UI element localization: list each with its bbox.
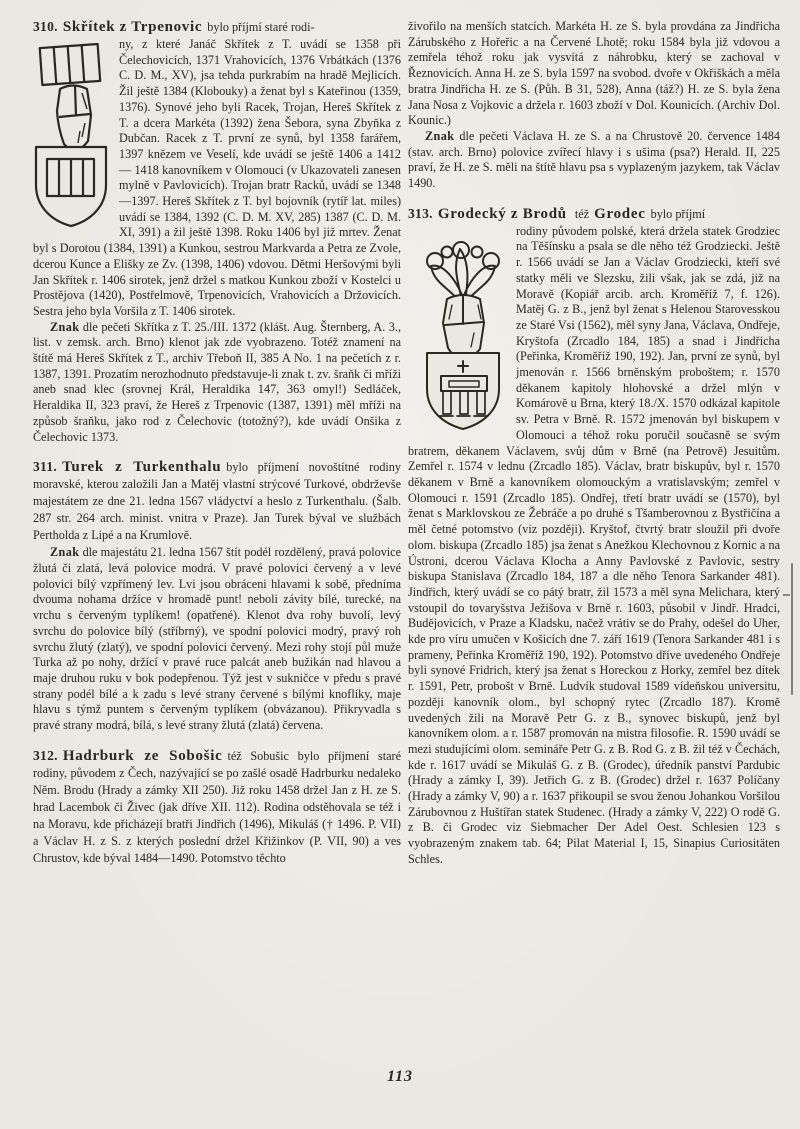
entry-310 bbox=[33, 18, 401, 445]
skritek-crest-illustration bbox=[33, 39, 109, 231]
grodecky-crest-illustration bbox=[424, 239, 502, 433]
znak-text: dle majestátu 21. ledna 1567 štít podél rozdělený, pravá polovice žlutá či zlatá, levá polovice modrá. V pravé polovici červený a v levé polovici bílý vzpřímený lev. Lvi jsou obráceni hlavami k sobě, předníma dvouma nohama držíce v hromadě punt! neboli závity bílé, turecké, na vrchu s červeným typlíkem! (opatřené). Klenot dva rohy buvolí, levý svrchu do polovice bílý (stříbrný), ve spodní polovici modrý, pravý roh svrchu žlutý (zlatý), ve spodní polovici červený. Mezi rohy stojí půl muže Turka až po nohy, držící v pravé ruce palcát aneb bužikán nad hlavou a maje druhou ruku v bok podepřenou. Týž jest v sukničce v předu s pravé strany podél bílé a k zadu s levé strany červené s bílými knoflíky, maje hlavu s týmž puntem s červeným typlíkem (obvázanou). Přikryvadla s pravé strany modrá, bílá, s levé strany žlutá (zlatá) červena. bbox=[33, 545, 401, 733]
znak-label: Znak bbox=[425, 128, 455, 143]
entry-310-body bbox=[33, 37, 401, 320]
entry-313-body bbox=[408, 224, 780, 868]
scan-artifact-dash bbox=[783, 594, 790, 596]
entry-family-name: Hadrburk ze Sobošic bbox=[62, 747, 223, 764]
entry-family-name: Turek z Turkenthalu bbox=[62, 459, 222, 476]
entry-312-heading bbox=[33, 747, 401, 867]
page-number: 113 bbox=[386, 1068, 414, 1085]
helm-grille-shield-drawing bbox=[33, 39, 109, 231]
entry-heading-mid: též bbox=[571, 206, 593, 221]
znak-label: Znak bbox=[50, 319, 80, 334]
entry-312-blazon bbox=[408, 129, 780, 192]
znak-text: dle pečeti Václava H. ze S. a na Chrustově 20. července 1484 (stav. arch. Brno) polovice zvířecí hlavy i s ušima (psa?) Herald. II, 225 praví, že H. ze S. měli na štítě hlavu psa s vyplazeným jazykem, tak Václav 1490. bbox=[408, 128, 780, 191]
znak-label: Znak bbox=[50, 545, 80, 560]
entry-number: 313. bbox=[408, 205, 433, 221]
entry-313-text: rodiny původem polské, která držela statek Grodziec na Těšínsku a psala se dle něho též Grodziecki. Ještě r. 1566 uvádí se Jan a Václav Grodziecki, kteří své statky měli ve Slezsku, žili však, jak se zdá, již na Moravě (Kopiář arcib. arch. Kroměříž 7, f. 126). Matěj G. z B., jenž byl ženat s Helenou Starovesskou ze Staré Vsi (1562), měl syny Jana, Václava, Ondřeje, Kryštofa (Zrcadlo 184, 185) a snad i Jindřicha (Peřinka, Kroměříž 190, 192). Jan, první ze synů, byl jmenován r. 1566 brněnským proboštem; r. 1570 děkanem kapitoly hlohovské a držel mlýn v Komárově u Brna, který 18./X. 1570 odkázal kapitole sv. Petra v Brně. R. 1572 jmenován byl biskupem v Olomouci a téhož roku poručil současně se svým bratrem, děkanem Václavem, svůj dům v Brně (na Petrově) Jesuitům. Zemřel r. 1574 v lednu (Zrcadlo 185). Václav, bratr biskupův, byl r. 1570 děkanem v Brně a kanovníkem olomouckým a vratislavským; zemřel v Olomouci r. 1591 (Zrcadlo 185). Ondřej, třetí bratr uvádí se (1570), byl ženat s Marklovskou ze Žebráče a po druhé s Tšamberovnou z Bystřičína a měl četné potomstvo (viz později). Kryštof, čtvrtý bratr sloužil při dvoře olom. biskupa (Zrcadlo 185) jsa ženat s Anežkou Klechovnou z Kornic a na Ústroni, dcerou Václava Klocha a Anny Pavlovské z Pavlovic, sestry biskupa Stanislava (Zrcadlo 184, 187 a dle něho Tenora Sarkander 481). Jindřich, který uvádí se co pátý bratr, žil 1573 a měl syna Melichara, který vstoupil do tovaryšstva Ježišova v Brně r. 1603, působil v Jindř. Hradci, Budějovicích, v Praze a Kladsku, načež vrátiv se do Prahy, odešel do Uher, kde pro víru umučen v Košicích dne 7. září 1619 (Tenora Sarkander 481 i s prameny, Peřinka Kroměříž 190, 192). Potomstvo dříve uvedeného Ondřeje byli synové Fridrich, který jsa ženat s Horeckou z Horky, zemřel bez dítek r. 1591, Petr, probošt v Brně. Ludvík studoval 1589 vídeňskou universitu, později kanovník olom., byl schopný rytec (Zrcadlo 187). Kromě uvedených žili na Moravě Petr G. z B., synovec biskupů, jenž byl kanovníkem olom. a r. 1587 promován na mistra filosofie. R. 1590 uvádí se mezi studujícími olom. semináře Petr G. z B. Rod G. z B. žil též v Čechách, kde r. 1617 uvádí se Mikuláš G. z B. (Grodec), úředník panství Pardubic (Hrady a zámky I, 39). Jetřich G. z B. (Grodec) držel r. 1637 Políčany (Hrady a zámky V, 90) a r. 1637 přikoupil se svou ženou Johankou Voršilou Zárubovnou z Huštířan statek Studenec. (Hrady a zámky V, 222) O rodě G. z B. či Grodec viz Siebmacher Der Adel Oest. Schlesien 123 s vyobrazeným znakem tab. 64; Pilat Material I, 15, Sinapius Curiositäten Schles. bbox=[408, 223, 780, 866]
scan-artifact-line bbox=[791, 563, 793, 695]
entry-number: 312. bbox=[33, 747, 58, 763]
entry-alt-name: Grodec bbox=[594, 205, 646, 222]
entry-311-blazon bbox=[33, 545, 401, 733]
entry-heading-rest: bylo příjmí bbox=[647, 206, 706, 221]
helm-plume-shield-drawing bbox=[424, 239, 502, 433]
znak-text: dle pečeti Skřítka z T. 25./III. 1372 (klášt. Aug. Šternberg, A. 3., list. v zemsk. arch. Brno) klenot jak zde vyobrazeno. Totéž znamení na štítě má Hereš Skřítek z T., archiv Třeboň II, 385 A No. 1 na pečetích z r. 1387, 1391. Prozatím nerozhodnuto představuje-li znak t. zv. šraňk či mříži aneb snad klec (srovnej Král, Heraldika 147, 363 omyl!) Sedláček, Heraldika II, 323 praví, že Hereš z Trpenovic (1387, 1391) měl mříži na způsob šraňku, jako rod z Čelechovic (totožný?), kde uvádí Onšika z Čelechovic 1373. bbox=[33, 319, 401, 444]
entry-310-blazon bbox=[33, 320, 401, 446]
entry-313-heading bbox=[408, 205, 780, 223]
entry-312-continuation-text: živořilo na menších statcích. Markéta H. ze S. byla provdána za Jindřicha Zárubského z Hořeřic a na Červené Lhotě; roku 1584 byla již vdovou a zemřela téhož roku jak vysvítá z náhrobku, který se zachoval v Řeznovicích. Anna H. ze S. byla 1597 na svobod. dvoře v Okřiškách a měla bratra Jindřicha H. ze S. (Půh. B 31, 528), Anna (táž?) H. ze S. byla žena Jana Nosa z Vojkovic a držela r. 1603 zboží v Dol. Kounicích. (Archiv Dol. Kounic.) bbox=[408, 19, 780, 128]
entry-313 bbox=[408, 205, 780, 868]
entry-311-heading bbox=[33, 458, 401, 544]
entry-312-continuation bbox=[408, 19, 780, 129]
right-column bbox=[408, 18, 780, 868]
entry-310-heading bbox=[33, 18, 401, 36]
entry-312 bbox=[33, 747, 401, 867]
entry-family-name: Skřítek z Trpenovic bbox=[62, 19, 203, 35]
entry-heading-rest: též Sobušic bylo příjmení staré rodiny, původem z Čech, nazývající se po zašlé osadě Hadrburku nedaleko Něm. Brodu (Hrady a zámky XII 250). Již roku 1458 držel Jan z H. ze S. hrad Lacembok či Živec (jak dříve XII. 112). Rodina odstěhovala se též i na Moravu, kde přicházejí bratři Jindřich (1496), Mikuláš († 1496. P. VII) a Václav H. z S. z kterých poslední držel Křižinkov (P. VII, 90) a ves Chrustov, kde býval 1484—1490. Potomstvo těchto bbox=[33, 748, 401, 865]
entry-heading-rest: bylo příjmí staré rodi- bbox=[207, 20, 315, 34]
entry-310-text: ny, z které Janáč Skřítek z T. uvádí se 1358 při Čelechovicích, 1371 Vrahovicích, 1376 Vrbátkách (1376 C. D. M., XV), jsa tehda purkrabím na hradě Mejlicích. Žil ještě 1384 (Klobouky) a ženat byl s Kateřinou (1359, 1376). Synové jeho byli Racek, Trojan, Hereš Skřítek z T. a dcera Markéta (1392) žena Šebora, syna Zbyňka z Dubčan. Racek z T. první ze synů, byl 1358 farářem, 1397 knězem ve Veselí, kde uvádí se ještě 1406 a 1412 — 1418 kanovníkem v Olomouci (v Ukazovateli zanesen mylně v Pavlovicích). Trojan bratr Racků, uvádí se 1348—1397. Hereš Skřítek z T. byl bojovník (rytíř lat. miles) uvádí se 1384, 1392 (C. D. M. XV, 285) 1387 (C. D. M. XI, 391) a žil ještě 1398. Roku 1406 byl již mrtev. Ženat byl s Dorotou (1384, 1391) a Kunkou, sestrou Markvarda a Petra ze Zvole, dcerou Kunce a Elišky ze Zv. (1398, 1406) vdovou. Dětmi Heršovými byli Jan Skřítek r. 1406 sirotek, jenž držel s matkou Kunkou zboží v Kostelci u Prostějova (1420), Postřelmově, Trpenovicích, Vrahovicích a Držovicích. Sestra jeho byla Voršila z T. 1406 sirotek. bbox=[33, 37, 401, 318]
entry-number: 311. bbox=[33, 459, 58, 475]
entry-311 bbox=[33, 458, 401, 733]
entry-family-name: Grodecký z Brodů bbox=[437, 205, 567, 222]
entry-number: 310. bbox=[33, 19, 58, 34]
left-column bbox=[33, 18, 401, 868]
entry-heading-rest: bylo příjmení novoštítné rodiny moravské, kterou založili Jan a Matěj vlastní strýcové Turkové, obdrževše majestátem ze dne 21. ledna 1567 vládyctví a heslo z Turkenthalu. (Šalb. 287 str. 264 arch. minist. vnitra v Praze). Jan Turek býval ve službách Pertholda z Lipé a na Krumlově. bbox=[33, 460, 401, 543]
